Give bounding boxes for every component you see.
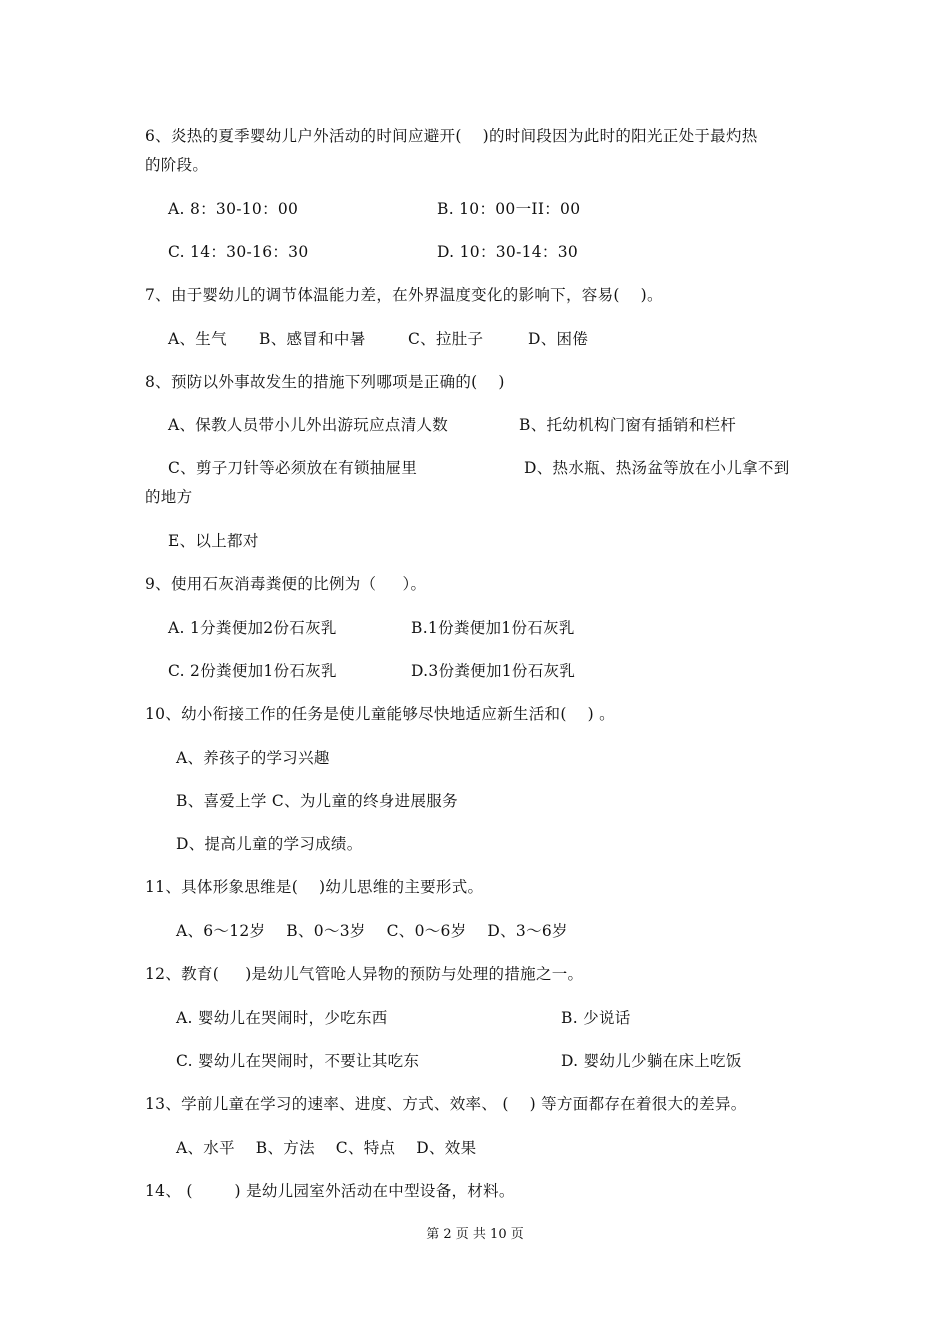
question-6-option-b: B. 10：00一II：00 — [437, 200, 581, 218]
question-9-stem: 9、使用石灰消毒粪便的比例为（ ）。 — [145, 575, 427, 593]
question-10-option-d: D、提高儿童的学习成绩。 — [176, 835, 363, 853]
question-6-option-c: C. 14：30-16：30 — [168, 243, 309, 261]
question-8-option-b: B、托幼机构门窗有插销和栏杆 — [519, 416, 737, 434]
question-13-options: A、水平 B、方法 C、特点 D、效果 — [176, 1139, 477, 1157]
question-6-stem: 6、炎热的夏季婴幼儿户外活动的时间应避开( )的时间段因为此时的阳光正处于最灼热 — [145, 127, 758, 145]
question-7-stem: 7、由于婴幼儿的调节体温能力差，在外界温度变化的影响下，容易( )。 — [145, 286, 663, 304]
question-6-option-a: A. 8：30-10：00 — [168, 200, 299, 218]
question-11-stem: 11、具体形象思维是( )幼儿思维的主要形式。 — [145, 878, 484, 896]
question-8-stem: 8、预防以外事故发生的措施下列哪项是正确的( ) — [145, 373, 505, 391]
question-9-option-a: A. 1分粪便加2份石灰乳 — [168, 619, 337, 637]
question-10-option-a: A、养孩子的学习兴趣 — [176, 749, 330, 767]
question-8-option-d: D、热水瓶、热汤盆等放在小儿拿不到 — [524, 459, 790, 477]
question-6-option-d: D. 10：30-14：30 — [437, 243, 579, 261]
question-8-option-e: E、以上都对 — [168, 532, 259, 550]
question-11-options: A、6～12岁 B、0～3岁 C、0～6岁 D、3～6岁 — [176, 922, 568, 940]
question-9-option-d: D.3份粪便加1份石灰乳 — [411, 662, 576, 680]
question-12-stem: 12、教育( )是幼儿气管呛人异物的预防与处理的措施之一。 — [145, 965, 584, 983]
question-10-option-bc: B、喜爱上学 C、为儿童的终身进展服务 — [176, 792, 458, 810]
question-7-option-a: A、生气 — [168, 330, 227, 348]
question-6-stem-cont: 的阶段。 — [145, 156, 209, 174]
question-12-option-b: B. 少说话 — [561, 1009, 631, 1027]
question-10-stem: 10、幼小衔接工作的任务是使儿童能够尽快地适应新生活和( ) 。 — [145, 705, 615, 723]
question-7-option-d: D、困倦 — [528, 330, 589, 348]
question-7-option-b: B、感冒和中暑 — [259, 330, 366, 348]
question-9-option-c: C. 2份粪便加1份石灰乳 — [168, 662, 337, 680]
question-8-option-a: A、保教人员带小儿外出游玩应点清人数 — [168, 416, 449, 434]
question-8-option-c: C、剪子刀针等必须放在有锁抽屉里 — [168, 459, 418, 477]
question-8-option-d-cont: 的地方 — [145, 488, 193, 506]
question-12-option-a: A. 婴幼儿在哭闹时，少吃东西 — [176, 1009, 388, 1027]
question-7-option-c: C、拉肚子 — [408, 330, 484, 348]
question-13-stem: 13、学前儿童在学习的速率、进度、方式、效率、 ( ) 等方面都存在着很大的差异。 — [145, 1095, 747, 1113]
question-14-stem: 14、 ( ) 是幼儿园室外活动在中型设备，材料。 — [145, 1182, 515, 1200]
question-12-option-d: D. 婴幼儿少躺在床上吃饭 — [561, 1052, 742, 1070]
page-footer: 第 2 页 共 10 页 — [426, 1227, 524, 1242]
question-12-option-c: C. 婴幼儿在哭闹时，不要让其吃东 — [176, 1052, 420, 1070]
question-9-option-b: B.1份粪便加1份石灰乳 — [411, 619, 575, 637]
